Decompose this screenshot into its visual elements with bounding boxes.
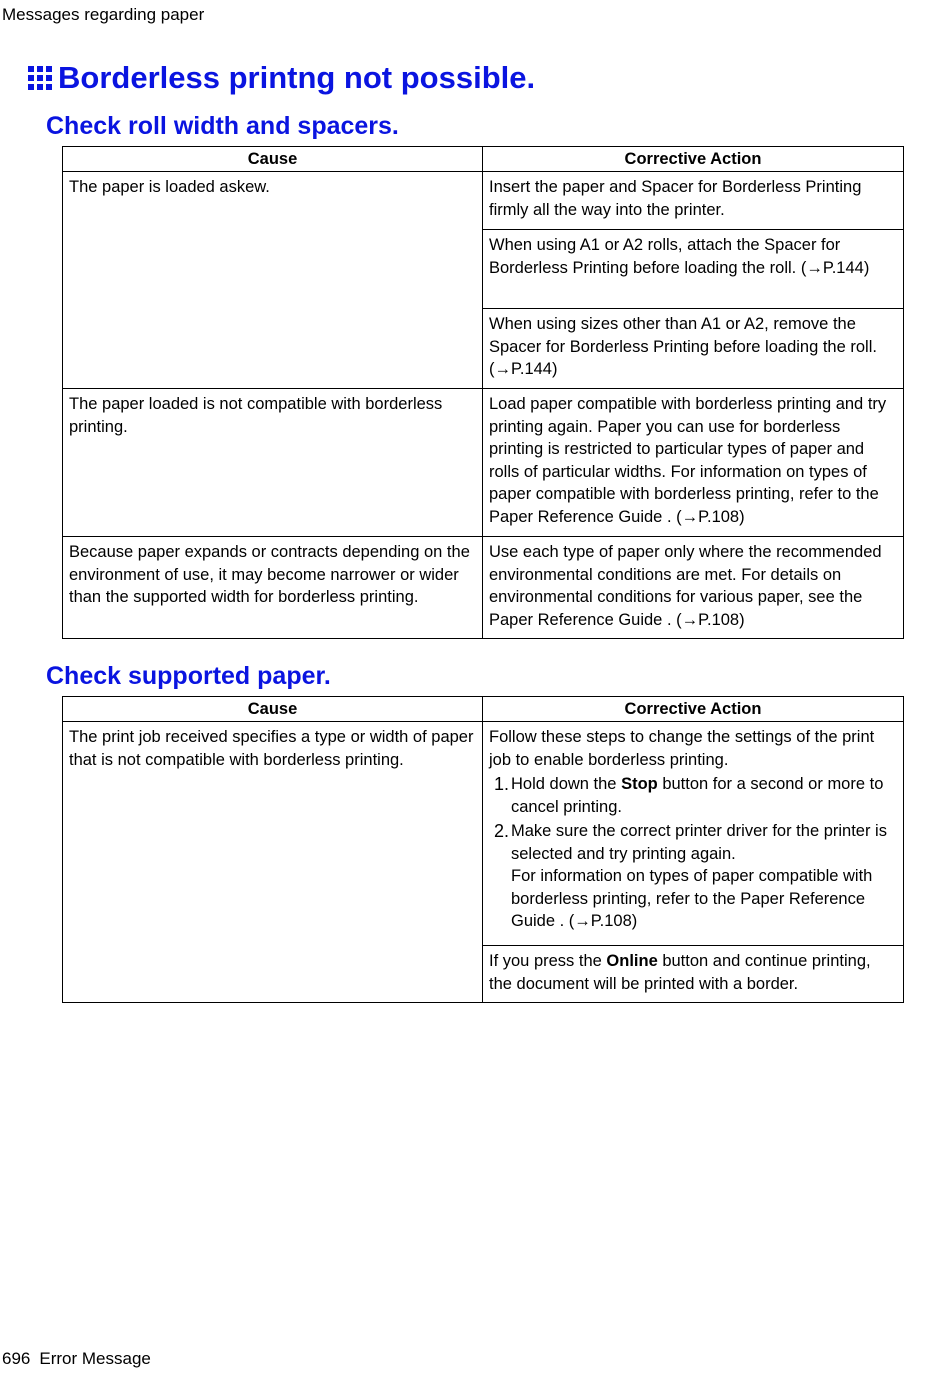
cause-cell: Because paper expands or contracts depending on the environment of use, it may become narrower or wider than the supported width for borderless printing. xyxy=(63,537,483,639)
table-row xyxy=(63,537,904,639)
stop-button-label: Stop xyxy=(621,775,658,793)
roll-width-table xyxy=(62,146,904,639)
page-number: 696 xyxy=(2,1349,31,1368)
supported-paper-table xyxy=(62,696,904,1003)
action-cell xyxy=(483,722,904,946)
section-heading-supported-paper: Check supported paper. xyxy=(46,662,331,690)
footer-section: Error Message xyxy=(39,1349,151,1368)
cause-cell: The print job received specifies a type or width of paper that is not compatible with borderless printing. xyxy=(63,722,483,1003)
column-header-action: Corrective Action xyxy=(483,697,904,722)
cause-cell: The paper is loaded askew. xyxy=(63,172,483,389)
cause-cell: The paper loaded is not compatible with borderless printing. xyxy=(63,389,483,537)
action-cell: If you press the Online button and continue printing, the document will be printed with a border. xyxy=(483,946,904,1003)
steps-list xyxy=(489,773,898,933)
action-cell: When using sizes other than A1 or A2, remove the Spacer for Borderless Printing before loading the roll. (→P.144) xyxy=(483,309,904,389)
column-header-cause: Cause xyxy=(63,697,483,722)
table-header-row xyxy=(63,697,904,722)
page-footer xyxy=(2,1349,151,1369)
action-cell: Load paper compatible with borderless printing and try printing again. Paper you can use for borderless printing is restricted to particular types of paper and rolls of particular widths. For information on types of paper compatible with borderless printing, refer to the Paper Reference Guide . (→P.108) xyxy=(483,389,904,537)
step-item: 1. Hold down the Stop button for a second or more to cancel printing. xyxy=(494,774,884,816)
step-number: 2. xyxy=(494,821,510,841)
running-head: Messages regarding paper xyxy=(2,5,205,24)
table-row xyxy=(63,722,904,946)
column-header-cause: Cause xyxy=(63,147,483,172)
table-row xyxy=(63,389,904,537)
table-header-row xyxy=(63,147,904,172)
column-header-action: Corrective Action xyxy=(483,147,904,172)
action-cell: When using A1 or A2 rolls, attach the Spacer for Borderless Printing before loading the roll. (→P.144) xyxy=(483,230,904,309)
action-cell: Use each type of paper only where the recommended environmental conditions are met. For details on environmental conditions for various paper, see the Paper Reference Guide . (→P.108) xyxy=(483,537,904,639)
online-button-label: Online xyxy=(606,952,658,970)
page-title xyxy=(28,60,535,96)
step-number: 1. xyxy=(494,774,510,794)
grid-icon xyxy=(28,66,52,90)
page-title-text: Borderless printng not possible. xyxy=(58,60,536,95)
section-heading-roll-width: Check roll width and spacers. xyxy=(46,112,399,140)
action-intro: Follow these steps to change the settings of the print job to enable borderless printing. xyxy=(489,728,875,769)
action-cell: Insert the paper and Spacer for Borderless Printing firmly all the way into the printer. xyxy=(483,172,904,230)
table-row xyxy=(63,172,904,230)
step-item: 2. Make sure the correct printer driver for the printer is selected and try printing again. For information on types of paper compatible with borderless printing, refer to the Paper Reference Guide . (→P.108) xyxy=(489,820,898,933)
step-note: For information on types of paper compatible with borderless printing, refer to the Paper Reference Guide . (→P.108) xyxy=(511,867,873,930)
